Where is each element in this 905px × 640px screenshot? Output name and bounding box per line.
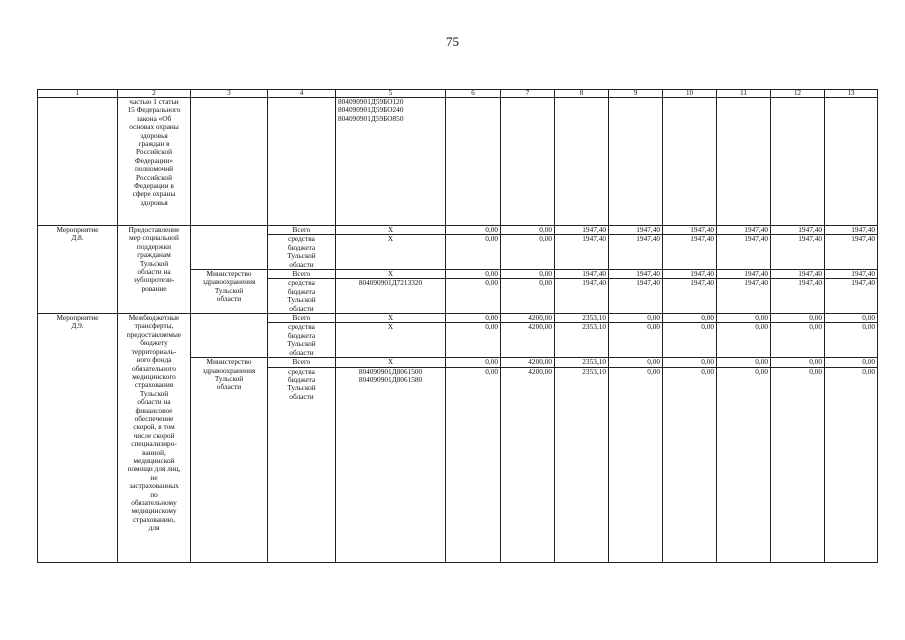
value-cell: 0,00 [501,226,555,235]
value-cell: 1947,40 [771,270,825,279]
header-cell: 13 [825,90,878,98]
value-cell: 1947,40 [663,235,717,270]
code-cell: X [336,235,446,270]
value-cell: 4200,00 [501,323,555,358]
table-cell [771,98,825,226]
table-row [38,314,878,323]
value-cell: 2353,10 [555,367,609,562]
value-cell: 0,00 [663,323,717,358]
table-cell [825,98,878,226]
value-cell: 1947,40 [717,279,771,314]
code-cell: 804090901Д59БО120 804090901Д59БО240 804090901Д59БО850 [336,98,446,226]
code-cell: X [336,358,446,367]
value-cell: 2353,10 [555,358,609,367]
header-cell: 6 [446,90,501,98]
funding-type: Всего [268,358,336,367]
code-cell: X [336,323,446,358]
value-cell: 0,00 [717,367,771,562]
page-number: 75 [446,34,459,49]
value-cell: 1947,40 [609,226,663,235]
value-cell: 1947,40 [825,279,878,314]
value-cell: 1947,40 [609,235,663,270]
value-cell: 1947,40 [717,270,771,279]
table-cell [663,98,717,226]
header-cell: 10 [663,90,717,98]
value-cell: 1947,40 [609,279,663,314]
table-cell [191,314,268,358]
header-cell: 3 [191,90,268,98]
funding-type: средства бюджета Тульской области [268,279,336,314]
table-cell [191,226,268,270]
value-cell: 0,00 [501,270,555,279]
table-cell [555,98,609,226]
value-cell: 1947,40 [555,279,609,314]
header-cell: 1 [38,90,118,98]
code-cell: X [336,270,446,279]
value-cell: 4200,00 [501,367,555,562]
value-cell: 1947,40 [825,235,878,270]
value-cell: 2353,10 [555,323,609,358]
value-cell: 4200,00 [501,314,555,323]
value-cell: 0,00 [501,279,555,314]
description-cell: частью 1 статьи 15 Федерального закона «Об основах охраны здоровья граждан в Российской Федерации» полномочий Российской Федерации в сфере охраны здоровья [118,98,191,226]
value-cell: 1947,40 [555,235,609,270]
value-cell: 0,00 [609,367,663,562]
table-cell [609,98,663,226]
value-cell: 0,00 [771,323,825,358]
header-row [38,90,878,98]
table-row [38,226,878,235]
table-cell [38,98,118,226]
value-cell: 0,00 [717,358,771,367]
activity-label: Мероприятие Д.8. [38,226,118,314]
code-cell: 804090901Д7213320 [336,279,446,314]
value-cell: 2353,10 [555,314,609,323]
value-cell: 0,00 [717,323,771,358]
description-cell: Межбюджетные трансферты, предоставляемые бюджету территориаль- ного фонда обязательного медицинского страхования Тульской области на финансовое обеспечение скорой, в том числе скорой специализиро- ванной, медицинской помощи для лиц, не застрахованных по обязательному медицинскому страхованию, для [118,314,191,562]
program-table [37,89,878,563]
value-cell: 0,00 [609,314,663,323]
value-cell: 1947,40 [555,270,609,279]
table-cell [717,98,771,226]
funding-type: средства бюджета Тульской области [268,323,336,358]
value-cell: 0,00 [717,314,771,323]
value-cell: 0,00 [825,367,878,562]
header-cell: 9 [609,90,663,98]
value-cell: 0,00 [663,358,717,367]
value-cell: 1947,40 [771,226,825,235]
funding-type: Всего [268,314,336,323]
value-cell: 0,00 [825,323,878,358]
value-cell: 0,00 [446,235,501,270]
value-cell: 0,00 [609,358,663,367]
value-cell: 1947,40 [555,226,609,235]
value-cell: 0,00 [609,323,663,358]
description-cell: Предоставление мер социальной поддержки гражданам Тульской области на зубопротези- рование [118,226,191,314]
header-cell: 2 [118,90,191,98]
activity-label: Мероприятие Д.9. [38,314,118,562]
value-cell: 0,00 [663,314,717,323]
table-row [38,98,878,226]
value-cell: 0,00 [446,279,501,314]
code-cell: X [336,226,446,235]
header-cell: 7 [501,90,555,98]
header-cell: 11 [717,90,771,98]
value-cell: 0,00 [446,323,501,358]
value-cell: 0,00 [825,314,878,323]
value-cell: 1947,40 [825,270,878,279]
code-cell: 804090901Д8061500 804090901Д8061580 [336,367,446,562]
header-cell: 5 [336,90,446,98]
value-cell: 0,00 [771,367,825,562]
header-cell: 12 [771,90,825,98]
ministry-cell: Министерство здравоохранения Тульской области [191,270,268,314]
value-cell: 1947,40 [717,235,771,270]
value-cell: 0,00 [446,367,501,562]
value-cell: 0,00 [771,314,825,323]
value-cell: 1947,40 [717,226,771,235]
header-cell: 4 [268,90,336,98]
funding-type: средства бюджета Тульской области [268,367,336,562]
value-cell: 0,00 [446,226,501,235]
value-cell: 0,00 [501,235,555,270]
funding-type: Всего [268,270,336,279]
value-cell: 1947,40 [663,279,717,314]
table-cell [501,98,555,226]
value-cell: 0,00 [446,270,501,279]
value-cell: 1947,40 [663,270,717,279]
value-cell: 0,00 [446,358,501,367]
table-cell [191,98,268,226]
table-cell [268,98,336,226]
code-cell: X [336,314,446,323]
value-cell: 1947,40 [771,235,825,270]
value-cell: 1947,40 [771,279,825,314]
ministry-cell: Министерство здравоохранения Тульской области [191,358,268,562]
header-cell: 8 [555,90,609,98]
value-cell: 0,00 [663,367,717,562]
funding-type: Всего [268,226,336,235]
value-cell: 1947,40 [663,226,717,235]
value-cell: 0,00 [771,358,825,367]
value-cell: 0,00 [825,358,878,367]
funding-type: средства бюджета Тульской области [268,235,336,270]
value-cell: 0,00 [446,314,501,323]
value-cell: 4200,00 [501,358,555,367]
value-cell: 1947,40 [609,270,663,279]
value-cell: 1947,40 [825,226,878,235]
table-cell [446,98,501,226]
